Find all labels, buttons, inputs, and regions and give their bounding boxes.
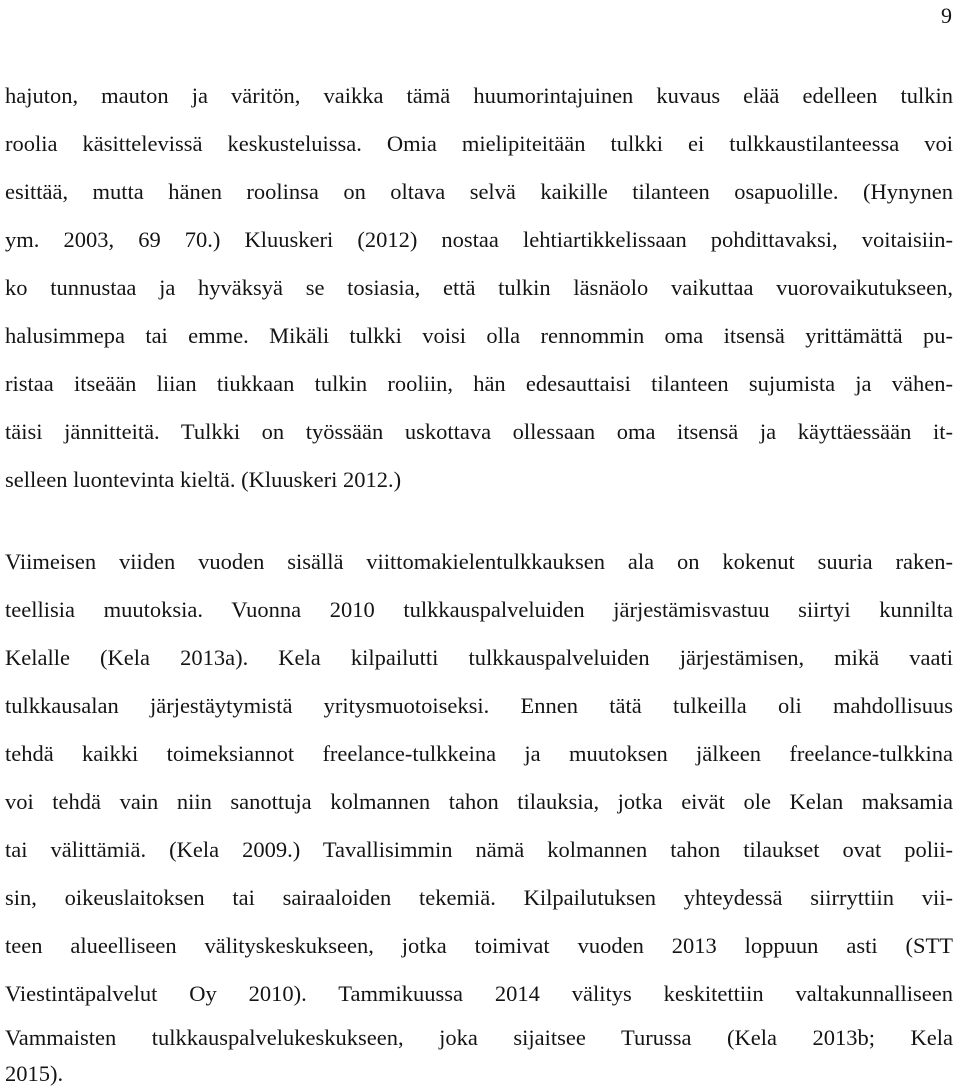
text-line: Viimeisen viiden vuoden sisällä viittomakielentulkkauksen ala on kokenut suuria raken- [5,549,953,574]
text-line: selleen luontevinta kieltä. (Kluuskeri 2012.) [5,467,402,492]
text-line: esittää, mutta hänen roolinsa on oltava selvä kaikille tilanteen osapuolille. (Hynynen [5,179,953,204]
page-number: 9 [941,3,952,28]
text-line: teellisia muutoksia. Vuonna 2010 tulkkauspalveluiden järjestämisvastuu siirtyi kunnilta [5,597,953,622]
text-line: tehdä kaikki toimeksiannot freelance-tulkkeina ja muutoksen jälkeen freelance-tulkkina [5,741,953,766]
text-line: tulkkausalan järjestäytymistä yritysmuotoiseksi. Ennen tätä tulkeilla oli mahdollisuus [5,693,953,718]
text-line: ym. 2003, 69 70.) Kluuskeri (2012) nostaa lehtiartikkelissaan pohdittavaksi, voitaisiin- [5,227,953,252]
text-line: Viestintäpalvelut Oy 2010). Tammikuussa 2014 välitys keskitettiin valtakunnalliseen [5,981,953,1006]
text-line: teen alueelliseen välityskeskukseen, jotka toimivat vuoden 2013 loppuun asti (STT [5,933,953,958]
text-line: täisi jännitteitä. Tulkki on työssään uskottava ollessaan oma itsensä ja käyttäessään it- [5,419,953,444]
text-line: hajuton, mauton ja väritön, vaikka tämä huumorintajuinen kuvaus elää edelleen tulkin [5,83,953,108]
text-line: roolia käsittelevissä keskusteluissa. Omia mielipiteitään tulkki ei tulkkaustilanteessa voi [5,131,953,156]
text-line: Vammaisten tulkkauspalvelukeskukseen, joka sijaitsee Turussa (Kela 2013b; Kela [5,1025,953,1050]
text-line: halusimmepa tai emme. Mikäli tulkki voisi olla rennommin oma itsensä yrittämättä pu- [5,323,953,348]
text-line: ristaa itseään liian tiukkaan tulkin rooliin, hän edesauttaisi tilanteen sujumista ja vähen- [5,371,953,396]
text-line: sin, oikeuslaitoksen tai sairaaloiden tekemiä. Kilpailutuksen yhteydessä siirryttiin vii- [5,885,953,910]
text-line: voi tehdä vain niin sanottuja kolmannen tahon tilauksia, jotka eivät ole Kelan maksamia [5,789,953,814]
text-line: Kelalle (Kela 2013a). Kela kilpailutti tulkkauspalveluiden järjestämisen, mikä vaati [5,645,953,670]
text-line: ko tunnustaa ja hyväksyä se tosiasia, että tulkin läsnäolo vaikuttaa vuorovaikutukseen, [5,275,953,300]
text-line: 2015). [5,1061,64,1086]
text-line: tai välittämiä. (Kela 2009.) Tavallisimmin nämä kolmannen tahon tilaukset ovat polii- [5,837,953,862]
